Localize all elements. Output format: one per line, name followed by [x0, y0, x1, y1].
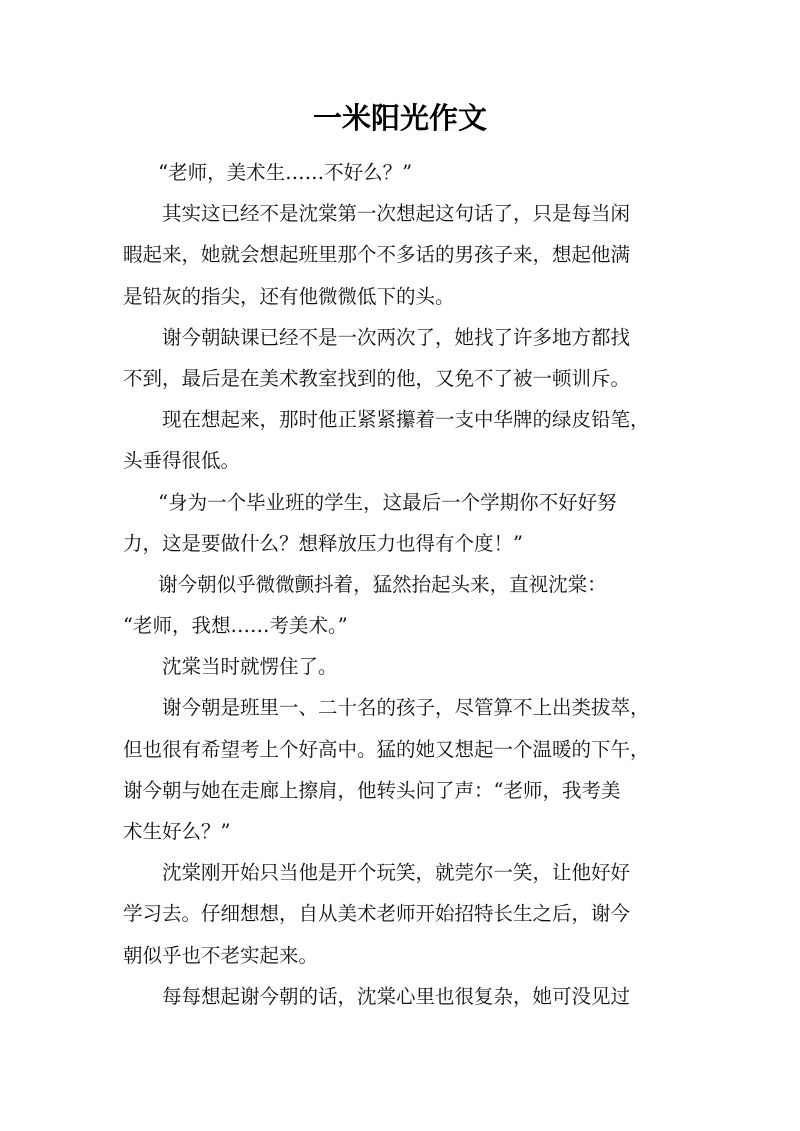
paragraph-line: 谢今朝缺课已经不是一次两次了，她找了许多地方都找	[162, 325, 631, 349]
paragraph-line: 是铅灰的指尖，还有他微微低下的头。	[123, 284, 455, 308]
paragraph	[123, 399, 679, 481]
paragraph	[123, 152, 679, 193]
paragraph	[123, 482, 679, 564]
paragraph-line: 现在想起来，那时他正紧紧攥着一支中华牌的绿皮铅笔，	[162, 408, 650, 432]
document-body	[123, 152, 679, 1017]
document-title: 一米阳光作文	[312, 101, 487, 135]
paragraph	[123, 317, 679, 399]
paragraph-line: 头垂得很低。	[123, 449, 241, 473]
paragraph-line: 暇起来，她就会想起班里那个不多话的男孩子来，想起他满	[123, 243, 631, 267]
paragraph	[123, 564, 679, 646]
paragraph-line: 沈棠当时就愣住了。	[162, 655, 338, 679]
paragraph-line: 术生好么？”	[123, 820, 231, 843]
paragraph-line: 力，这是要做什么？想释放压力也得有个度！”	[123, 531, 523, 555]
paragraph-line: 朝似乎也不老实起来。	[123, 943, 319, 967]
paragraph-line: 每每想起谢今朝的话，沈棠心里也很复杂，她可没见过	[162, 984, 631, 1008]
paragraph-line: 不到，最后是在美术教室找到的他，又免不了被一顿训斥。	[123, 366, 631, 390]
paragraph-line: 其实这已经不是沈棠第一次想起这句话了，只是每当闲	[162, 202, 631, 226]
paragraph-line: “老师，我想……考美术。”	[123, 614, 348, 638]
paragraph	[123, 852, 679, 976]
paragraph-line: “老师，美术生……不好么？”	[158, 161, 413, 184]
paragraph-line: 但也很有希望考上个好高中。猛的她又想起一个温暖的下午，	[123, 737, 650, 761]
paragraph-line: “身为一个毕业班的学生，这最后一个学期你不好好努	[158, 490, 617, 514]
paragraph-line: 谢今朝与她在走廊上擦肩，他转头问了声：“老师，我考美	[123, 778, 621, 802]
paragraph	[123, 193, 679, 317]
paragraph-line: 学习去。仔细想想，自从美术老师开始招特长生之后，谢今	[123, 902, 631, 926]
paragraph-line: 沈棠刚开始只当他是开个玩笑，就莞尔一笑，让他好好	[162, 861, 631, 885]
paragraph-line: 谢今朝似乎微微颤抖着，猛然抬起头来，直视沈棠：	[158, 572, 607, 596]
paragraph	[123, 976, 679, 1017]
paragraph-line: 谢今朝是班里一、二十名的孩子，尽管算不上出类拔萃，	[162, 696, 650, 720]
paragraph	[123, 646, 679, 687]
paragraph	[123, 687, 679, 852]
